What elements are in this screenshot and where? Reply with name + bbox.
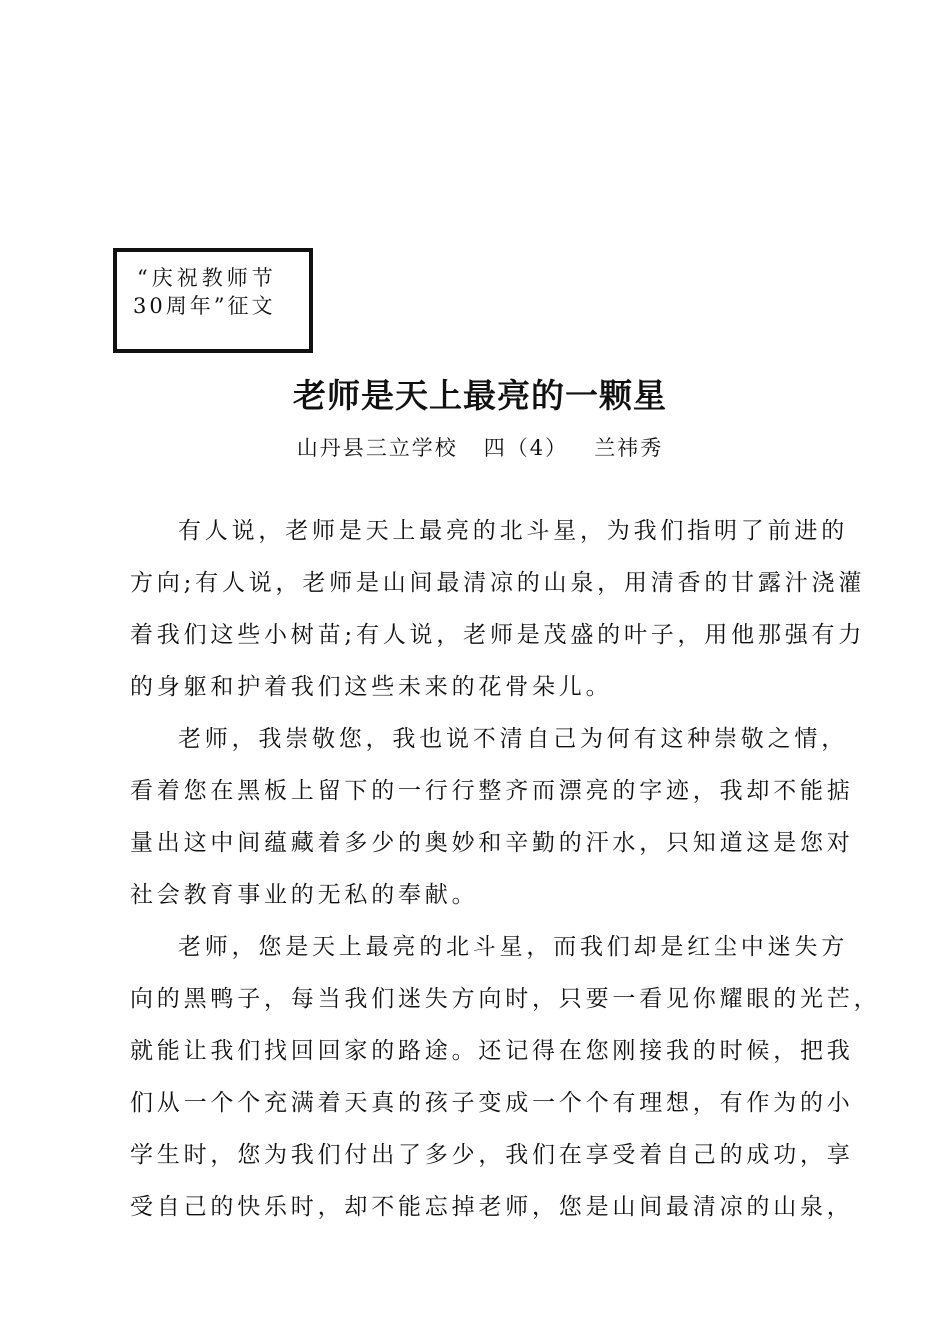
paragraph-2-line-4: 社会教育事业的无私的奉献。 bbox=[130, 882, 479, 908]
tag-line-1: “庆祝教师节 bbox=[137, 266, 277, 290]
essay-title: 老师是天上最亮的一颗星 bbox=[293, 376, 667, 415]
paragraph-2-line-2: 看着您在黑板上留下的一行行整齐而漂亮的字迹，我却不能掂 bbox=[130, 778, 854, 804]
paragraph-3-line-1: 老师，您是天上最亮的北斗星，而我们却是红尘中迷失方 bbox=[178, 934, 848, 960]
paragraph-3-line-5: 学生时，您为我们付出了多少，我们在享受着自己的成功，享 bbox=[130, 1142, 854, 1168]
paragraph-2-line-1: 老师，我崇敬您，我也说不清自己为何有这种崇敬之情， bbox=[178, 726, 848, 752]
paragraph-1-line-1: 有人说，老师是天上最亮的北斗星，为我们指明了前进的 bbox=[178, 518, 848, 544]
essay-contest-tag-box bbox=[113, 248, 313, 353]
paragraph-1-line-4: 的身躯和护着我们这些未来的花骨朵儿。 bbox=[130, 674, 613, 700]
author-byline: 山丹县三立学校 四（4） 兰祎秀 bbox=[296, 436, 664, 460]
tag-line-2: 30周年”征文 bbox=[133, 294, 276, 318]
essay-body bbox=[130, 505, 881, 1233]
paragraph-3-line-3: 就能让我们找回回家的路途。还记得在您刚接我的时候，把我 bbox=[130, 1038, 854, 1064]
paragraph-2-line-3: 量出这中间蕴藏着多少的奥妙和辛勤的汗水，只知道这是您对 bbox=[130, 830, 854, 856]
paragraph-3-line-4: 们从一个个充满着天真的孩子变成一个个有理想，有作为的小 bbox=[130, 1090, 854, 1116]
paragraph-1-line-2: 方向;有人说，老师是山间最清凉的山泉，用清香的甘露汁浇灌 bbox=[130, 570, 866, 596]
paragraph-1-line-3: 着我们这些小树苗;有人说，老师是茂盛的叶子，用他那强有力 bbox=[130, 622, 866, 648]
paragraph-3-line-6: 受自己的快乐时，却不能忘掉老师，您是山间最清凉的山泉， bbox=[130, 1194, 854, 1220]
paragraph-3-line-2: 向的黑鸭子，每当我们迷失方向时，只要一看见你耀眼的光芒， bbox=[130, 986, 881, 1012]
